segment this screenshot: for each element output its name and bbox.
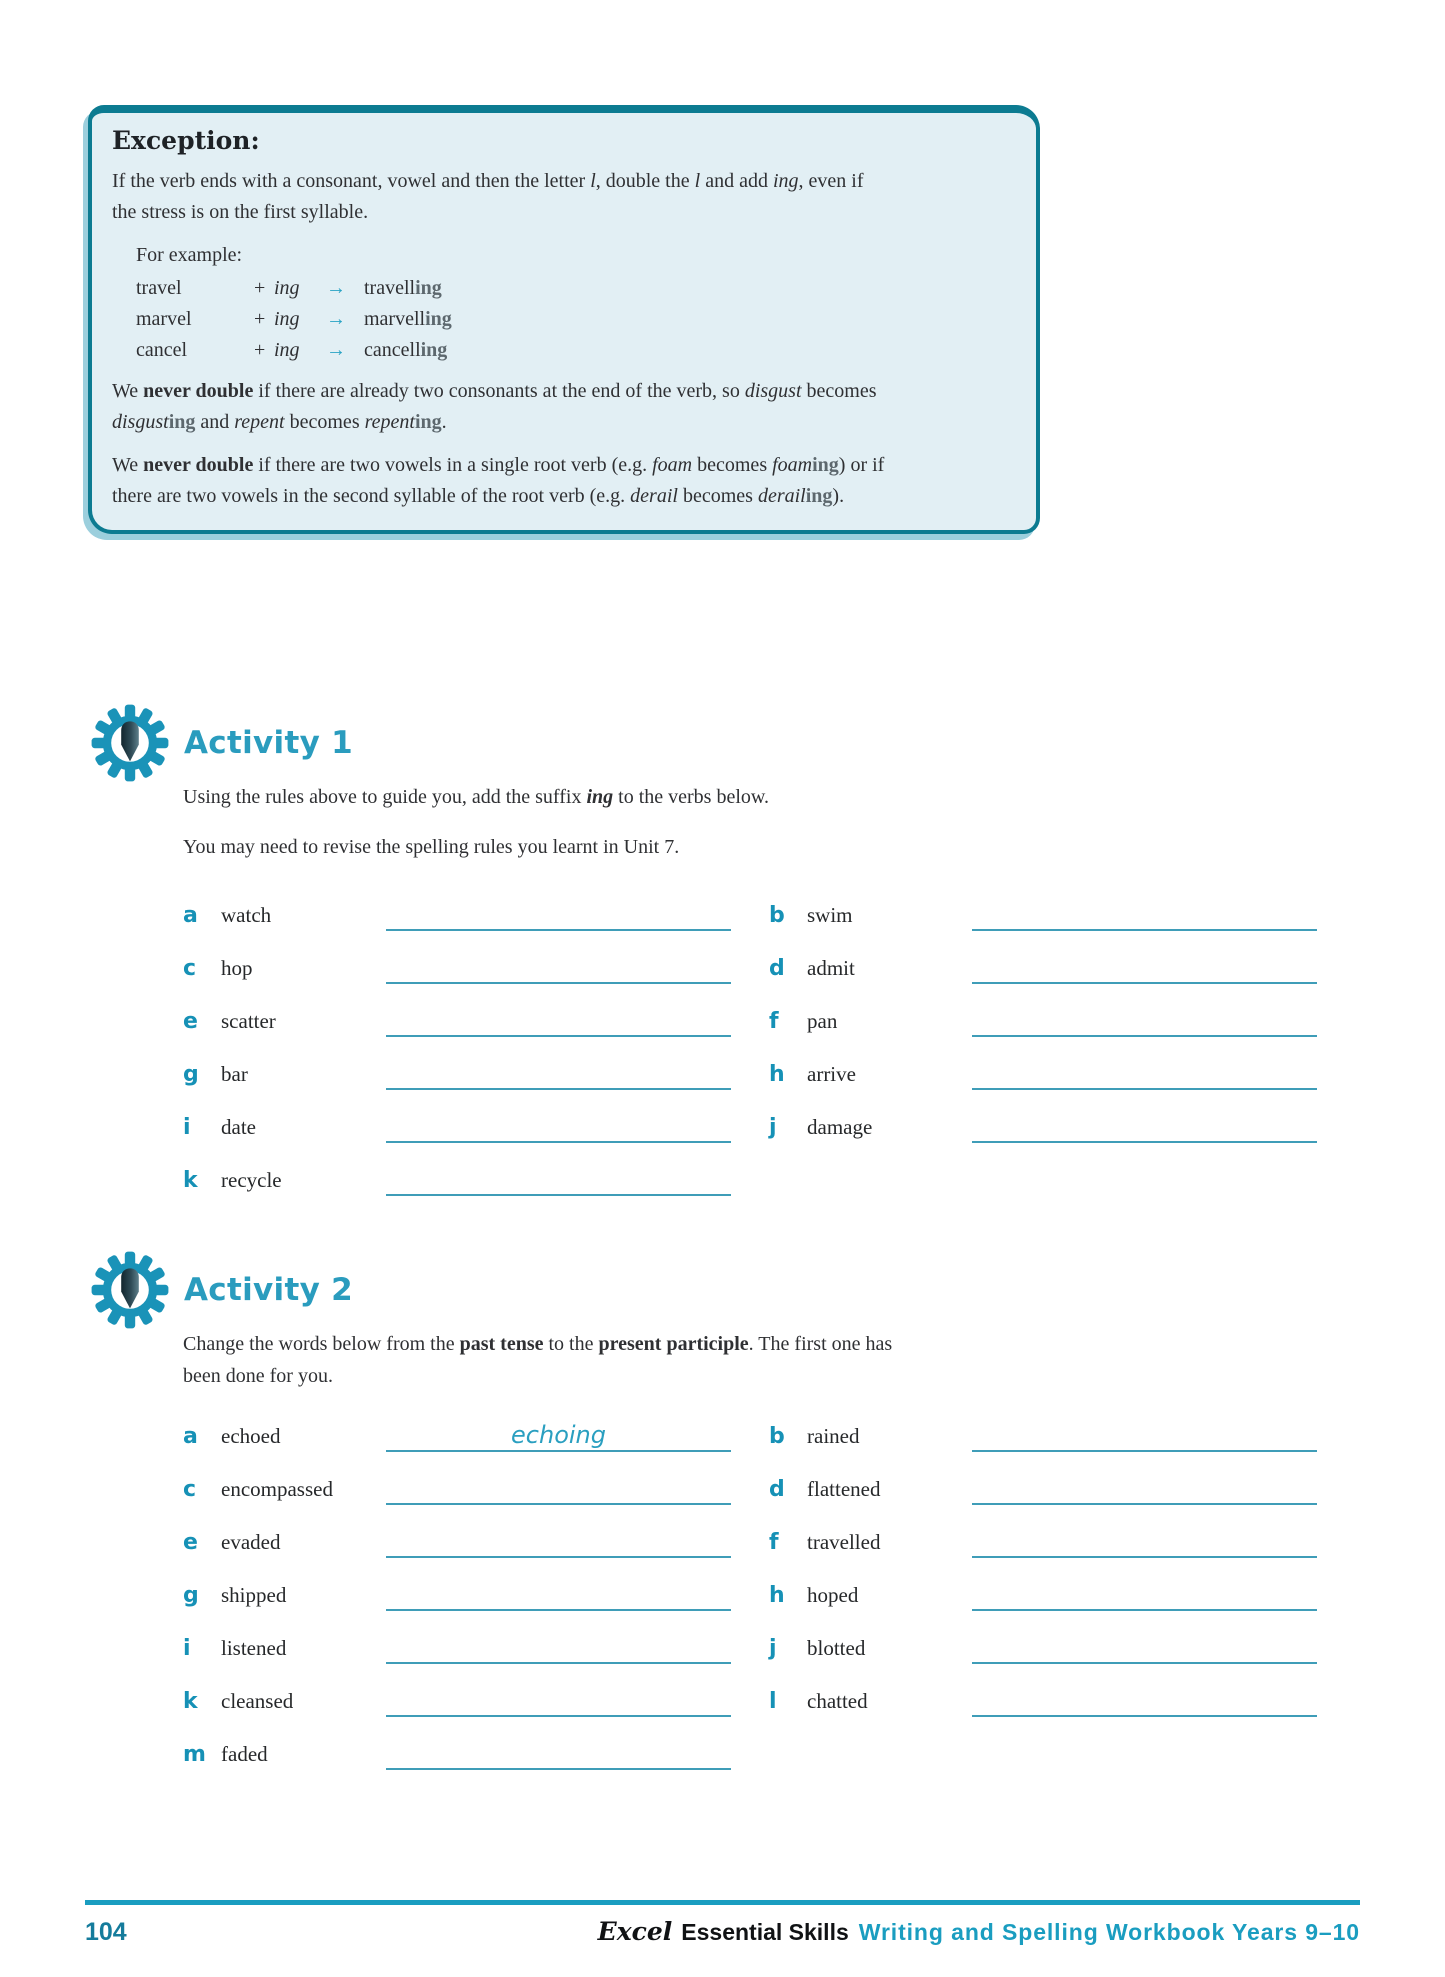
item-word: shipped bbox=[221, 1583, 287, 1607]
answer-blank[interactable] bbox=[386, 1736, 731, 1770]
activity-1-instruction-2: You may need to revise the spelling rules you learnt in Unit 7. bbox=[183, 836, 680, 858]
list-item bbox=[769, 1577, 1317, 1611]
activity-2-header bbox=[90, 1252, 1360, 1328]
list-item bbox=[183, 1109, 731, 1143]
example-suffix: ing bbox=[274, 308, 300, 330]
example-row bbox=[136, 273, 1016, 304]
result-stem: travell bbox=[364, 277, 416, 299]
result-stem: cancell bbox=[364, 339, 421, 361]
item-word: hoped bbox=[807, 1583, 859, 1607]
list-item bbox=[769, 897, 1317, 931]
answer-blank[interactable] bbox=[972, 1471, 1317, 1505]
activity-2-section bbox=[90, 1252, 1360, 1770]
list-item bbox=[183, 897, 731, 931]
activity-gear-pencil-icon bbox=[90, 703, 170, 783]
item-letter: e bbox=[183, 1009, 198, 1034]
item-letter: a bbox=[183, 903, 198, 928]
exception-intro: If the verb ends with a consonant, vowel and then the letter l, double the l and add ing, even if the stress is on the first syllable. bbox=[112, 170, 864, 223]
item-letter: k bbox=[183, 1168, 198, 1193]
plus-sign: + bbox=[254, 308, 266, 330]
list-item bbox=[769, 1418, 1317, 1452]
list-item bbox=[769, 1630, 1317, 1664]
page-footer bbox=[85, 1900, 1360, 1947]
item-letter: j bbox=[769, 1115, 777, 1140]
item-word: damage bbox=[807, 1115, 873, 1139]
answer-blank[interactable] bbox=[386, 1418, 731, 1452]
result-ending: ing bbox=[425, 308, 452, 330]
answer-blank[interactable] bbox=[386, 1056, 731, 1090]
arrow-icon: → bbox=[326, 339, 346, 361]
item-letter: e bbox=[183, 1530, 198, 1555]
activity-1-title: Activity 1 bbox=[184, 725, 354, 761]
item-letter: m bbox=[183, 1742, 206, 1767]
item-word: pan bbox=[807, 1009, 838, 1033]
item-letter: b bbox=[769, 903, 785, 928]
answer-blank[interactable] bbox=[972, 1683, 1317, 1717]
answer-blank[interactable] bbox=[386, 1524, 731, 1558]
item-word: watch bbox=[221, 903, 272, 927]
item-letter: h bbox=[769, 1062, 785, 1087]
result-ending: ing bbox=[415, 277, 442, 299]
item-word: encompassed bbox=[221, 1477, 333, 1501]
answer-blank[interactable] bbox=[386, 1162, 731, 1196]
item-word: rained bbox=[807, 1424, 860, 1448]
example-result bbox=[364, 304, 452, 335]
list-item bbox=[183, 1418, 731, 1452]
exception-note-consonants: We never double if there are already two consonants at the end of the verb, so disgust becomes disgusting and repent becomes repenting. bbox=[112, 380, 877, 433]
answer-blank[interactable] bbox=[386, 897, 731, 931]
activity-1-body bbox=[183, 781, 1360, 1196]
list-item bbox=[183, 1471, 731, 1505]
answer-blank[interactable] bbox=[386, 1577, 731, 1611]
list-item bbox=[183, 1683, 731, 1717]
item-word: flattened bbox=[807, 1477, 881, 1501]
answer-blank[interactable] bbox=[972, 1418, 1317, 1452]
list-item bbox=[769, 1109, 1317, 1143]
list-item bbox=[769, 1683, 1317, 1717]
answer-blank[interactable] bbox=[386, 950, 731, 984]
item-letter: f bbox=[769, 1530, 779, 1555]
activity-2-body bbox=[183, 1328, 1360, 1770]
item-letter: h bbox=[769, 1583, 785, 1608]
answer-blank[interactable] bbox=[386, 1683, 731, 1717]
item-word: listened bbox=[221, 1636, 287, 1660]
item-letter: g bbox=[183, 1062, 199, 1087]
plus-sign: + bbox=[254, 339, 266, 361]
answer-blank[interactable] bbox=[972, 1524, 1317, 1558]
series-name: Essential Skills bbox=[681, 1919, 849, 1945]
list-item bbox=[183, 1524, 731, 1558]
item-word: faded bbox=[221, 1742, 268, 1766]
item-letter: c bbox=[183, 956, 197, 981]
example-result bbox=[364, 273, 442, 304]
for-example-label: For example: bbox=[136, 244, 243, 266]
list-item bbox=[183, 1162, 731, 1196]
exception-note-vowels: We never double if there are two vowels in a single root verb (e.g. foam becomes foaming) or if there are two vowels in the second syllable of the root verb (e.g. derail becomes derailing). bbox=[112, 454, 885, 507]
list-item bbox=[183, 950, 731, 984]
answer-text: echoing bbox=[511, 1421, 606, 1449]
answer-blank[interactable] bbox=[972, 897, 1317, 931]
item-word: evaded bbox=[221, 1530, 281, 1554]
item-word: scatter bbox=[221, 1009, 276, 1033]
item-letter: c bbox=[183, 1477, 197, 1502]
item-word: blotted bbox=[807, 1636, 866, 1660]
answer-blank[interactable] bbox=[972, 950, 1317, 984]
answer-blank[interactable] bbox=[972, 1003, 1317, 1037]
footer-title bbox=[598, 1917, 1360, 1946]
activity-1-header bbox=[90, 705, 1360, 781]
list-item bbox=[183, 1056, 731, 1090]
activity-2-list bbox=[183, 1418, 1317, 1770]
activity-2-title: Activity 2 bbox=[184, 1272, 354, 1308]
item-letter: a bbox=[183, 1424, 198, 1449]
item-letter: k bbox=[183, 1689, 198, 1714]
item-word: arrive bbox=[807, 1062, 856, 1086]
list-item bbox=[769, 950, 1317, 984]
item-letter: l bbox=[769, 1689, 777, 1714]
example-suffix: ing bbox=[274, 339, 300, 361]
example-list bbox=[112, 273, 1016, 366]
answer-blank[interactable] bbox=[386, 1109, 731, 1143]
activity-gear-pencil-icon bbox=[90, 1250, 170, 1330]
example-verb: marvel bbox=[136, 308, 192, 330]
list-item bbox=[183, 1577, 731, 1611]
example-verb: travel bbox=[136, 277, 182, 299]
item-letter: f bbox=[769, 1009, 779, 1034]
answer-blank[interactable] bbox=[972, 1630, 1317, 1664]
exception-title: Exception: bbox=[112, 126, 260, 155]
arrow-icon: → bbox=[326, 277, 346, 299]
example-verb: cancel bbox=[136, 339, 188, 361]
activity-1-instruction-1: Using the rules above to guide you, add the suffix ing to the verbs below. bbox=[183, 786, 770, 808]
list-item bbox=[183, 1630, 731, 1664]
exception-box bbox=[88, 105, 1040, 534]
item-word: cleansed bbox=[221, 1689, 294, 1713]
result-stem: marvell bbox=[364, 308, 426, 330]
item-word: chatted bbox=[807, 1689, 868, 1713]
result-ending: ing bbox=[420, 339, 448, 361]
answer-blank[interactable] bbox=[972, 1056, 1317, 1090]
list-item bbox=[769, 1524, 1317, 1558]
answer-blank[interactable] bbox=[972, 1109, 1317, 1143]
item-word: travelled bbox=[807, 1530, 881, 1554]
item-word: date bbox=[221, 1115, 256, 1139]
item-word: echoed bbox=[221, 1424, 281, 1448]
page-number: 104 bbox=[85, 1918, 127, 1946]
example-result bbox=[364, 335, 447, 366]
activity-1-list bbox=[183, 897, 1317, 1196]
activity-1-section bbox=[90, 705, 1360, 1196]
example-row bbox=[136, 304, 1016, 335]
answer-blank[interactable] bbox=[386, 1003, 731, 1037]
list-item bbox=[183, 1736, 731, 1770]
item-letter: d bbox=[769, 956, 785, 981]
item-letter: b bbox=[769, 1424, 785, 1449]
item-word: bar bbox=[221, 1062, 248, 1086]
workbook-title: Writing and Spelling Workbook Years 9–10 bbox=[858, 1919, 1360, 1945]
list-item bbox=[769, 1056, 1317, 1090]
list-item bbox=[769, 1003, 1317, 1037]
plus-sign: + bbox=[254, 277, 266, 299]
item-word: admit bbox=[807, 956, 855, 980]
item-letter: g bbox=[183, 1583, 199, 1608]
answer-blank[interactable] bbox=[972, 1577, 1317, 1611]
item-letter: j bbox=[769, 1636, 777, 1661]
arrow-icon: → bbox=[326, 308, 346, 330]
item-letter: i bbox=[183, 1636, 191, 1661]
item-word: swim bbox=[807, 903, 853, 927]
answer-blank[interactable] bbox=[386, 1630, 731, 1664]
item-word: recycle bbox=[221, 1168, 282, 1192]
list-item bbox=[183, 1003, 731, 1037]
example-row bbox=[136, 335, 1016, 366]
list-item bbox=[769, 1471, 1317, 1505]
activity-2-instruction: Change the words below from the past tense to the present participle. The first one has been done for you. bbox=[183, 1333, 893, 1387]
brand-logo-excel: Excel bbox=[597, 1917, 673, 1946]
example-suffix: ing bbox=[274, 277, 300, 299]
item-letter: i bbox=[183, 1115, 191, 1140]
item-letter: d bbox=[769, 1477, 785, 1502]
item-word: hop bbox=[221, 956, 253, 980]
answer-blank[interactable] bbox=[386, 1471, 731, 1505]
